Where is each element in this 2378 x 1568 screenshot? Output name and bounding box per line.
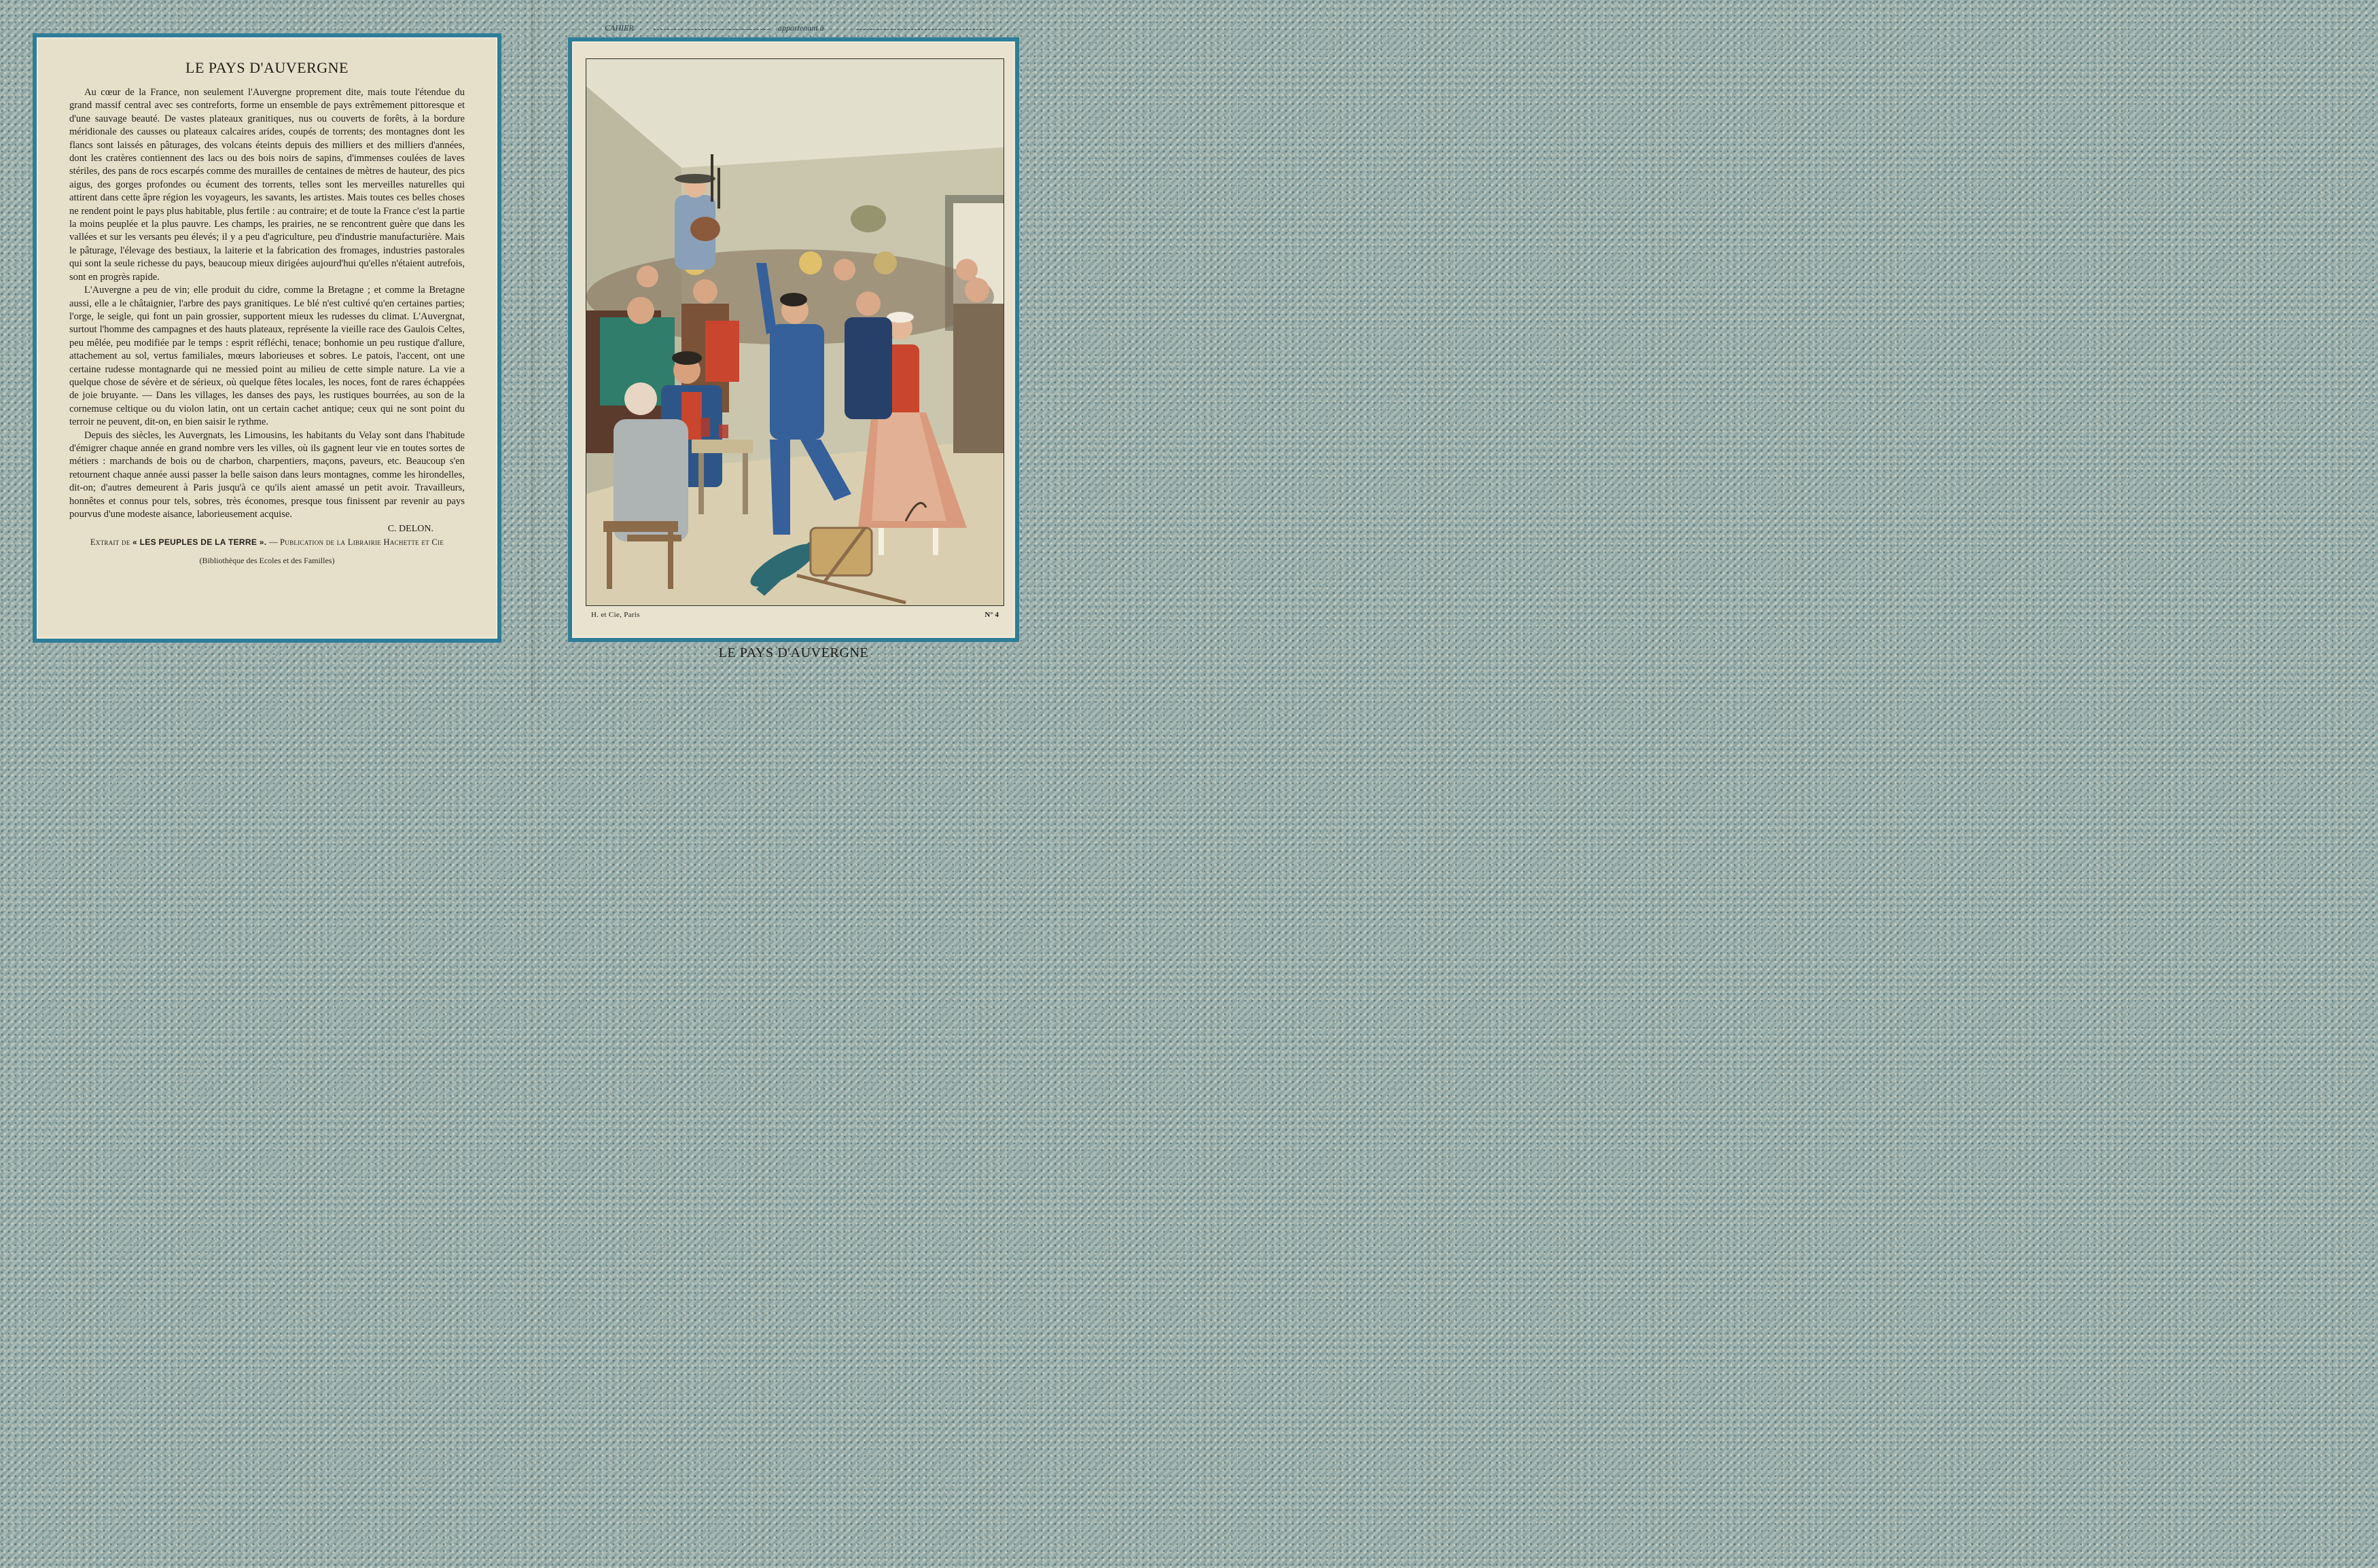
article-body	[69, 86, 465, 521]
extract-publisher: — Publication de la Librairie Hachette et Cie	[266, 537, 444, 548]
extract-prefix: Extrait de	[90, 537, 133, 548]
illustration-drawing	[586, 59, 1004, 605]
paragraph-3: Depuis des siècles, les Auvergnats, les Limousins, les habitants du Velay sont dans l'habitude d'émigrer chaque année en grand nombre vers les villes, où ils gagnent leur vie en toutes sortes de métiers : marchands de bois ou de charbon, charpentiers, maçons, paveurs, etc. Beaucoup s'en retournent chaque année aussi passer la belle saison dans leurs montagnes, comme les hirondelles, dit-on; d'autres demeurent à Paris jusqu'à ce qu'ils aient amassé un petit avoir. Travailleurs, honnêtes et connus pour tels, sobres, très économes, presque tous finissent par revenir au pays pourvus d'une modeste aisance, laborieusement acquise.	[69, 429, 465, 520]
dotted-line	[856, 29, 992, 30]
plate-title: LE PAYS D'AUVERGNE	[718, 645, 869, 660]
dotted-line	[654, 29, 769, 30]
illustration-page-frame	[568, 37, 1019, 642]
dance-illustration	[586, 58, 1004, 606]
paragraph-1: Au cœur de la France, non seulement l'Auvergne proprement dite, mais toute l'étendue du grand massif central avec ses contreforts, forme un ensemble de pays extrêmement pittoresque et d'une sauvage beauté. De vastes plateaux granitiques, nus ou couverts de forêts, à la bordure méridionale des causses ou plateaux calcaires arides, coupés de torrents; des montagnes dont les flancs sont laissés en pâturages, des volcans éteints depuis des milliers et des milliers d'années, dont les cratères contiennent des lacs ou des bois noirs de sapins, d'immenses coulées de laves stériles, des pans de rocs escarpés comme des murailles de centaines de mètres de hauteur, des pics aigus, des gorges profondes ou écument des torrents, telles sont les merveilles naturelles qui attirent dans cette âpre région les voyageurs, les savants, les artistes. Mais toutes ces belles choses ne rendent point le pays plus habitable, plus fertile : au contraire; et de toute la France c'est la partie la moins peuplée et la plus pauvre. Les champs, les prairies, ne se rencontrent guère que dans les vallées et sur les versants peu élevés; il y a peu d'agriculture, peu d'industrie manufacturière. Mais le pâturage, l'élevage des bestiaux, la laiterie et la fabrication des fromages, industries pastorales qui sont la seule richesse du pays, beaucoup mieux dirigées aujourd'hui qu'elles n'étaient autrefois, sont en progrès rapide.	[69, 87, 465, 283]
cahier-label: CAHIER	[605, 23, 634, 33]
text-page	[37, 37, 497, 639]
text-page-frame	[33, 33, 501, 643]
publisher-caption: H. et Cie, Paris	[591, 611, 640, 619]
page-title: LE PAYS D'AUVERGNE	[185, 59, 349, 76]
author-signature: C. DELON.	[387, 524, 433, 535]
illustration-page	[572, 41, 1015, 638]
extract-book-title: « LES PEUPLES DE LA TERRE ».	[132, 537, 267, 548]
notebook-owner-line	[605, 23, 1012, 34]
appartenant-label: appartenant à	[778, 23, 824, 33]
plate-number: N° 4	[984, 611, 999, 619]
page-spine	[531, 0, 535, 702]
source-extract	[69, 537, 465, 548]
paragraph-2: L'Auvergne a peu de vin; elle produit du cidre, comme la Bretagne ; et comme la Bretagne aussi, elle a le châtaignier, l'arbre des pays granitiques. Le blé n'est cultivé qu'en certaines parties; l'orge, le seigle, qui font un pain grossier, supportent mieux les rudesses du climat. L'Auvergnat, surtout l'homme des campagnes et des hauts plateaux, représente la vieille race des Gaulois Celtes, peu mêlée, peu modifiée par le temps : esprit réfléchi, tenace; bonhomie un peu rustique d'allure, attachement au sol, vertus familiales, mœurs laborieuses et sobres. Le patois, l'accent, ont une certaine rudesse montagnarde qui ne messied point au milieu de cette simple nature. La vie a quelque chose de sévère et de sérieux, où quelque fêtes locales, les noces, font de rares échappées de joie bruyante. — Dans les villages, les danses des pays, les rustiques bourrées, au son de la cornemuse celtique ou du violon latin, ont un certain cachet antique; ceux qui ne sont point du terroir ne peuvent, dit-on, en bien saisir le rythme.	[69, 285, 465, 428]
collection-name: (Bibliothèque des Ecoles et des Familles)	[199, 556, 335, 566]
